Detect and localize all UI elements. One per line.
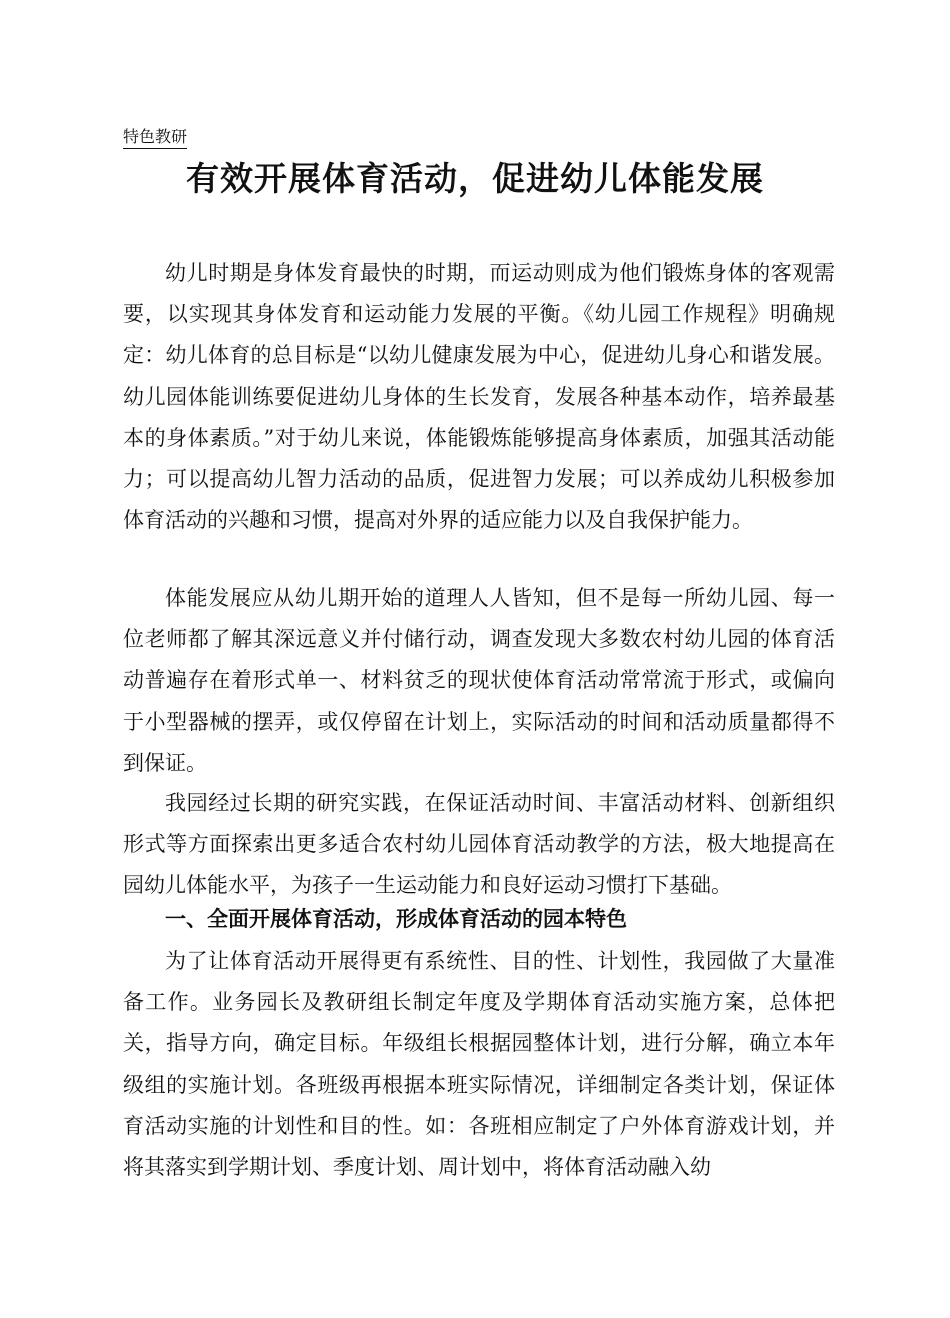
section-heading-1: 一、全面开展体育活动，形成体育活动的园本特色 [165,907,627,931]
paragraph-practice: 我园经过长期的研究实践，在保证活动时间、丰富活动材料、创新组织形式等方面探索出更多适合农村幼儿园体育活动教学的方法，极大地提高在园幼儿体能水平，为孩子一生运动能力和良好运动习惯打下基础。 [123,791,835,898]
page-title: 有效开展体育活动，促进幼儿体能发展 [186,159,764,198]
paragraph-intro: 幼儿时期是身体发育最快的时期，而运动则成为他们锻炼身体的客观需要，以实现其身体发育和运动能力发展的平衡。《幼儿园工作规程》明确规定：幼儿体育的总目标是“以幼儿健康发展为中心，促进幼儿身心和谐发展。幼儿园体能训练要促进幼儿身体的生长发育，发展各种基本动作，培养最基本的身体素质。”对于幼儿来说，体能锻炼能够提高身体素质，加强其活动能力；可以提高幼儿智力活动的品质，促进智力发展；可以养成幼儿积极参加体育活动的兴趣和习惯，提高对外界的适应能力以及自我保护能力。 [123,261,835,533]
section-tag: 特色教研 [123,126,187,149]
paragraph-problem: 体能发展应从幼儿期开始的道理人人皆知，但不是每一所幼儿园、每一位老师都了解其深远意义并付储行动，调查发现大多数农村幼儿园的体育活动普遍存在着形式单一、材料贫乏的现状使体育活动常常流于形式，或偏向于小型器械的摆弄，或仅停留在计划上，实际活动的时间和活动质量都得不到保证。 [123,586,835,775]
paragraph-planning: 为了让体育活动开展得更有系统性、目的性、计划性，我园做了大量准备工作。业务园长及教研组长制定年度及学期体育活动实施方案，总体把关，指导方向，确定目标。年级组长根据园整体计划，进行分解，确立本年级组的实施计划。各班级再根据本班实际情况，详细制定各类计划，保证体育活动实施的计划性和目的性。如：各班相应制定了户外体育游戏计划，并将其落实到学期计划、季度计划、周计划中，将体育活动融入幼 [123,949,835,1180]
